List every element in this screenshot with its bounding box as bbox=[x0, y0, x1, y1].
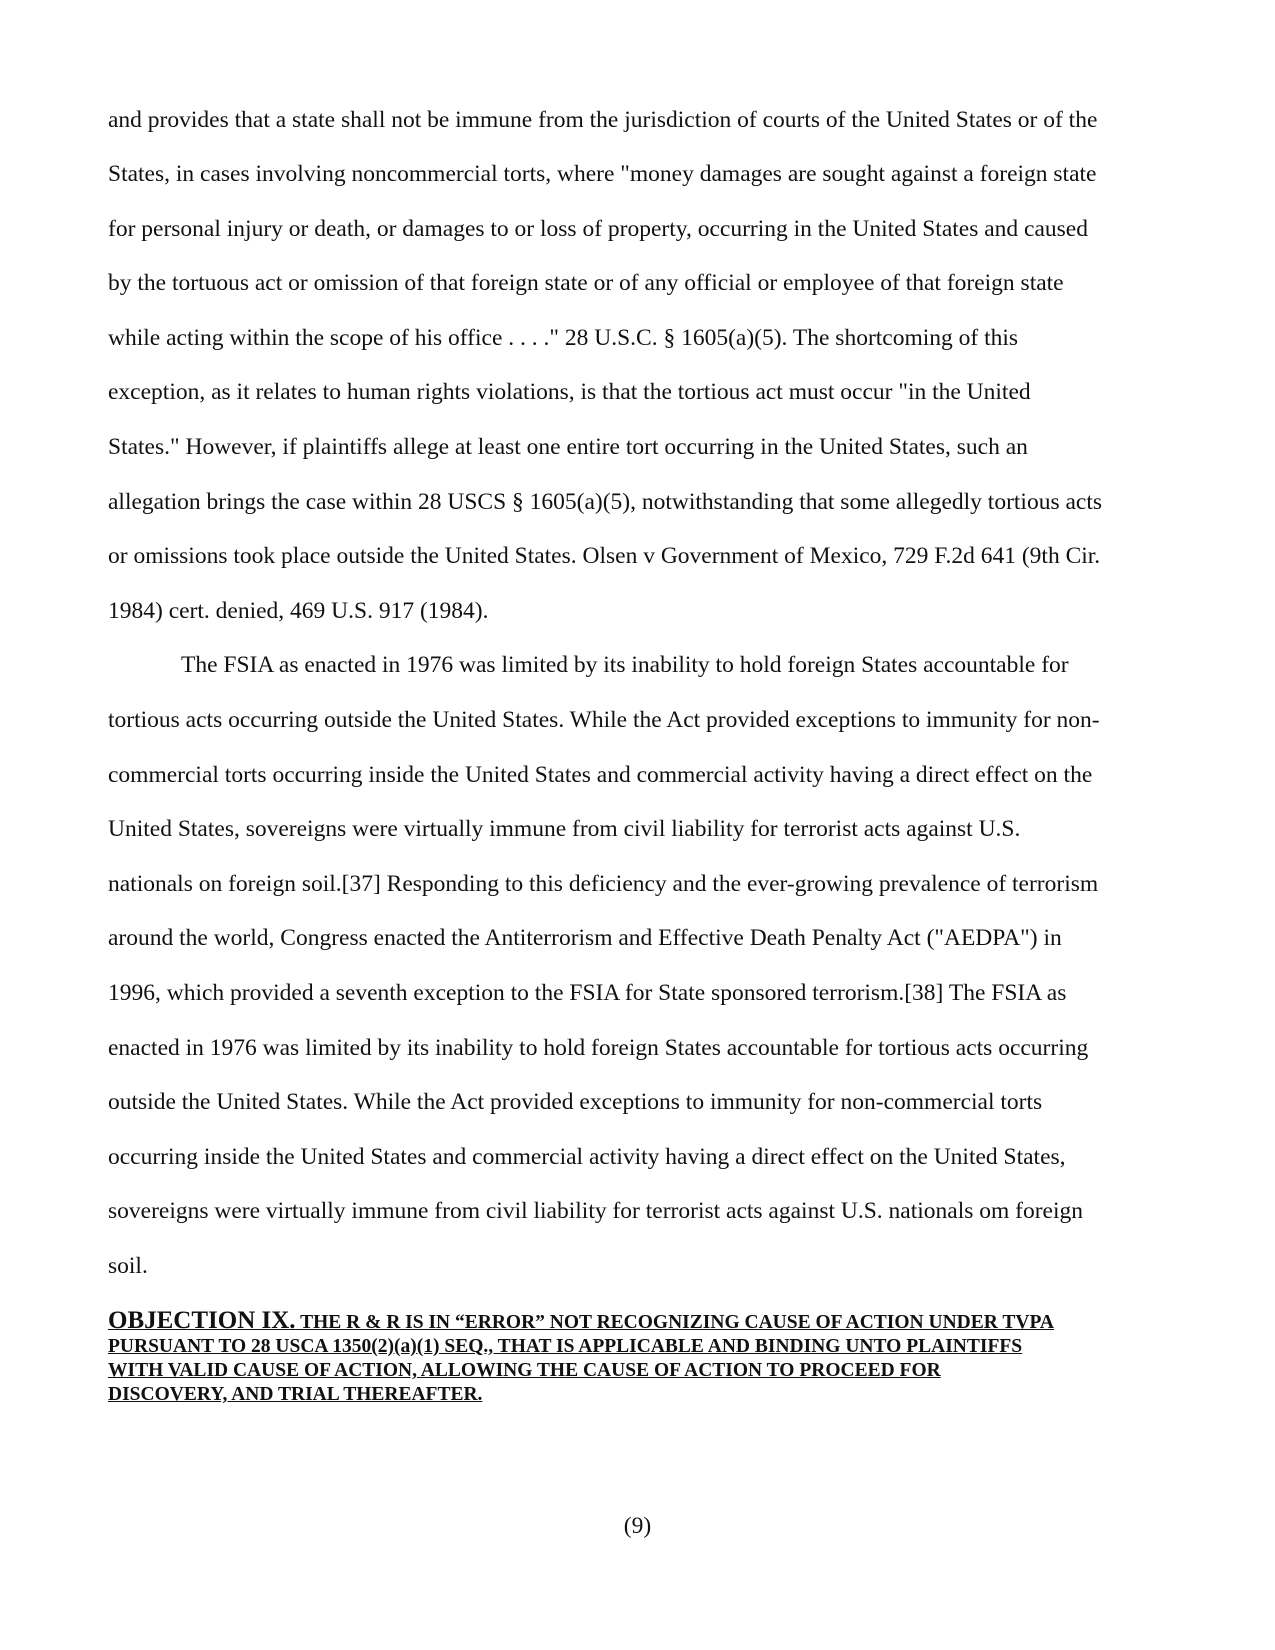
body-line: States, in cases involving noncommercial torts, where "money damages are sought against a foreign state bbox=[108, 161, 1097, 187]
objection-heading-line-4: DISCOVERY, AND TRIAL THEREAFTER. bbox=[108, 1384, 483, 1405]
objection-label: OBJECTION IX. bbox=[108, 1307, 296, 1334]
objection-heading-line-1 bbox=[108, 1308, 1168, 1336]
body-line: States." However, if plaintiffs allege at least one entire tort occurring in the United States, such an bbox=[108, 434, 1028, 460]
body-line: soil. bbox=[108, 1253, 148, 1279]
body-line: for personal injury or death, or damages to or loss of property, occurring in the United States and caused bbox=[108, 216, 1088, 242]
objection-heading-line-3: WITH VALID CAUSE OF ACTION, ALLOWING THE CAUSE OF ACTION TO PROCEED FOR bbox=[108, 1360, 941, 1381]
body-line: nationals on foreign soil.[37] Responding to this deficiency and the ever-growing prevalence of terrorism bbox=[108, 871, 1099, 897]
body-line: occurring inside the United States and commercial activity having a direct effect on the United States, bbox=[108, 1144, 1066, 1170]
body-line: commercial torts occurring inside the United States and commercial activity having a direct effect on the bbox=[108, 762, 1093, 788]
objection-heading-line-2: PURSUANT TO 28 USCA 1350(2)(a)(1) SEQ., THAT IS APPLICABLE AND BINDING UNTO PLAINTIFFS bbox=[108, 1336, 1023, 1357]
body-line: 1996, which provided a seventh exception to the FSIA for State sponsored terrorism.[38] The FSIA as bbox=[108, 980, 1067, 1006]
body-line: tortious acts occurring outside the United States. While the Act provided exceptions to immunity for non- bbox=[108, 707, 1100, 733]
body-line: United States, sovereigns were virtually immune from civil liability for terrorist acts against U.S. bbox=[108, 816, 1021, 842]
body-line: sovereigns were virtually immune from civil liability for terrorist acts against U.S. nationals om foreign bbox=[108, 1198, 1084, 1224]
body-line: and provides that a state shall not be immune from the jurisdiction of courts of the United States or of the bbox=[108, 107, 1098, 133]
paragraph-first-line: The FSIA as enacted in 1976 was limited by its inability to hold foreign States accountable for bbox=[181, 652, 1069, 678]
body-line: or omissions took place outside the United States. Olsen v Government of Mexico, 729 F.2d 641 (9th Cir. bbox=[108, 543, 1101, 569]
body-line: allegation brings the case within 28 USCS § 1605(a)(5), notwithstanding that some allegedly tortious acts bbox=[108, 489, 1103, 515]
body-line: by the tortuous act or omission of that foreign state or of any official or employee of that foreign state bbox=[108, 270, 1064, 296]
body-line: while acting within the scope of his office . . . ." 28 U.S.C. § 1605(a)(5). The shortcoming of this bbox=[108, 325, 1019, 351]
body-line: around the world, Congress enacted the Antiterrorism and Effective Death Penalty Act ("AEDPA") in bbox=[108, 925, 1062, 951]
objection-heading-text: THE R & R IS IN “ERROR” NOT RECOGNIZING CAUSE OF ACTION UNDER TVPA bbox=[295, 1312, 1054, 1333]
body-line: 1984) cert. denied, 469 U.S. 917 (1984). bbox=[108, 598, 489, 624]
body-line: outside the United States. While the Act provided exceptions to immunity for non-commercial torts bbox=[108, 1089, 1043, 1115]
body-line: exception, as it relates to human rights violations, is that the tortious act must occur "in the United bbox=[108, 379, 1031, 405]
body-line: enacted in 1976 was limited by its inability to hold foreign States accountable for tortious acts occurring bbox=[108, 1035, 1089, 1061]
page-number: (9) bbox=[623, 1513, 652, 1539]
